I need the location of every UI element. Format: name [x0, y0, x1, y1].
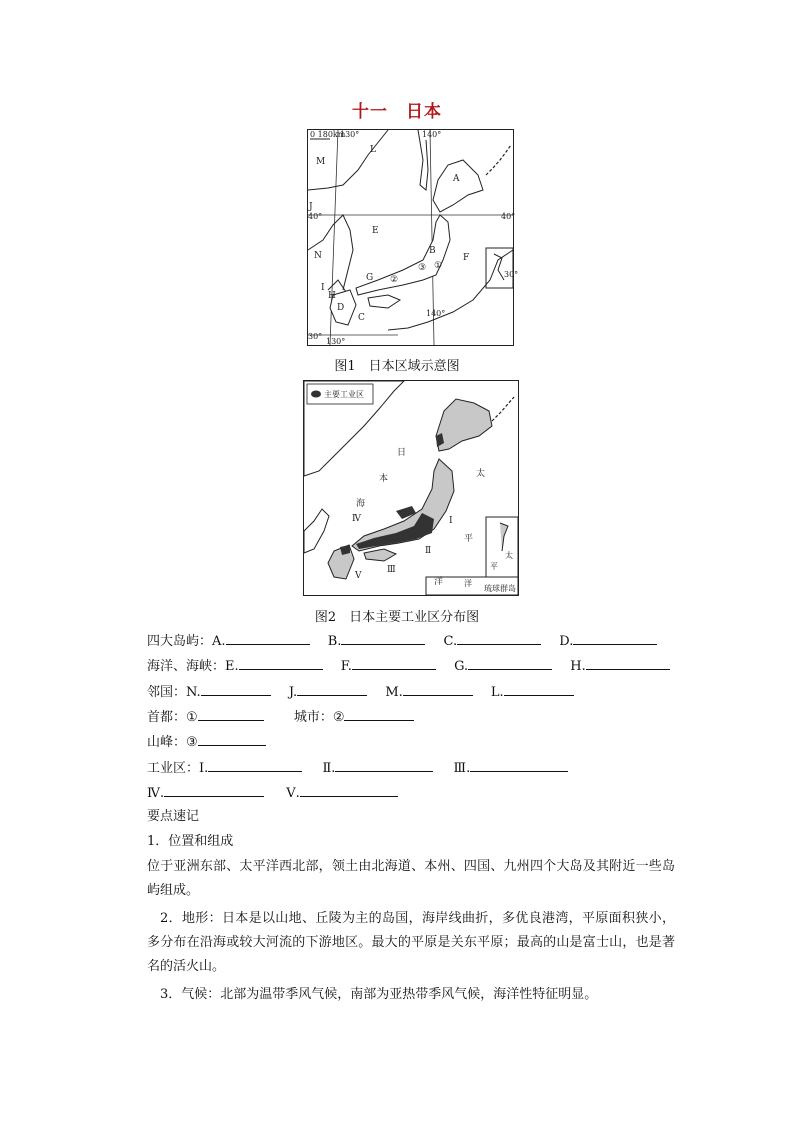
scale-bar-label: 0 180km	[310, 130, 346, 139]
answer-blank[interactable]	[226, 630, 310, 645]
answer-blank[interactable]	[344, 706, 414, 721]
figure-2-caption: 图2 日本主要工业区分布图	[314, 610, 480, 625]
label-C: C	[358, 313, 365, 323]
label-circle-3: ③	[418, 263, 427, 273]
item-label: B.	[327, 634, 342, 649]
lat-label: 30°	[504, 270, 519, 279]
answer-blank[interactable]	[403, 681, 473, 696]
item-label: Ⅰ.	[199, 761, 209, 776]
label-M: M	[316, 157, 326, 167]
question-row-capital	[147, 706, 414, 726]
zone-label-4: Ⅳ	[352, 514, 361, 524]
question-row-neighbors	[147, 681, 574, 701]
item-label: Ⅱ.	[322, 761, 336, 776]
row-prefix: 工业区：	[147, 761, 200, 776]
japan-industry-map	[304, 381, 518, 595]
lon-label: 140°	[426, 309, 446, 318]
answer-blank[interactable]	[198, 706, 264, 721]
answer-blank[interactable]	[457, 630, 541, 645]
item-label: ①	[186, 710, 198, 725]
label-G: G	[366, 273, 374, 283]
label-J: J	[309, 202, 313, 212]
zone-label-1: Ⅰ	[449, 516, 453, 526]
answer-blank[interactable]	[201, 681, 271, 696]
inset-ocean-char: 太	[505, 551, 513, 560]
item-label: Ⅴ.	[286, 786, 300, 801]
answer-blank[interactable]	[297, 681, 367, 696]
label-circle-2: ②	[390, 275, 399, 285]
page-title: 十一 日本	[352, 102, 442, 122]
item-label: M.	[385, 685, 403, 700]
item-label: Ⅲ.	[453, 761, 471, 776]
row-prefix: 山峰：	[147, 735, 187, 750]
ocean-char: 太	[476, 469, 486, 479]
lat-label: 40°	[501, 212, 516, 221]
item-label: C.	[443, 634, 458, 649]
inset-ocean-char: 洋	[464, 579, 472, 588]
item-label: Ⅳ.	[147, 786, 165, 801]
inset-label: 琉球群岛	[484, 584, 516, 593]
answer-blank[interactable]	[470, 757, 568, 772]
zone-label-3: Ⅲ	[387, 565, 396, 575]
sea-char: 本	[379, 474, 389, 484]
lat-label: 30°	[308, 332, 323, 341]
item-label: J.	[288, 685, 298, 700]
item-label: N.	[186, 685, 201, 700]
lon-label: 130°	[340, 130, 360, 139]
label-H: H	[328, 291, 336, 301]
ocean-char: 平	[464, 534, 474, 544]
label-F: F	[463, 253, 470, 263]
answer-blank[interactable]	[239, 655, 323, 670]
figure-1-caption: 图1 日本区域示意图	[334, 359, 460, 374]
answer-blank[interactable]	[198, 731, 266, 746]
answer-blank[interactable]	[504, 681, 574, 696]
question-row-industry	[147, 757, 568, 777]
zone-label-5: Ⅴ	[355, 571, 362, 581]
item-label: L.	[490, 685, 504, 700]
label-E: E	[372, 226, 379, 236]
question-row-seas	[147, 655, 670, 675]
label-N: N	[314, 251, 322, 261]
sea-char: 海	[356, 499, 366, 509]
lon-label: 140°	[422, 130, 442, 139]
row-prefix: 邻国：	[147, 685, 187, 700]
row-prefix: 海洋、海峡：	[147, 659, 226, 674]
row-prefix: 四大岛屿：	[147, 634, 213, 649]
note-2-text: 2．地形：日本是以山地、丘陵为主的岛国，海岸线曲折，多优良港湾，平原面积狭小，多分布在沿海或较大河流的下游地区。最大的平原是关东平原；最高的山是富士山，也是著名的活火山。	[147, 911, 675, 974]
note-3-text: 3．气候：北部为温带季风气候，南部为亚热带季风气候，海洋性特征明显。	[160, 987, 598, 1002]
answer-blank[interactable]	[208, 757, 302, 772]
answer-blank[interactable]	[164, 782, 264, 797]
item-label: H.	[570, 659, 586, 674]
item-label: A.	[212, 634, 226, 649]
answer-blank[interactable]	[352, 655, 436, 670]
note-1-text: 位于亚洲东部、太平洋西北部，领土由北海道、本州、四国、九州四个大岛及其附近一些岛屿组成。	[147, 859, 675, 898]
item-label: ②	[332, 710, 345, 725]
note-1-title: 1．位置和组成	[147, 834, 234, 849]
lon-label: 130°	[326, 337, 346, 346]
item-label: D.	[559, 634, 574, 649]
question-row-industry-2	[147, 782, 398, 802]
question-row-peak	[147, 731, 266, 751]
ocean-char: 洋	[434, 577, 444, 587]
answer-blank[interactable]	[341, 630, 425, 645]
answer-blank[interactable]	[468, 655, 552, 670]
legend-swatch	[311, 391, 321, 398]
lat-label: 40°	[308, 212, 323, 221]
answer-blank[interactable]	[586, 655, 670, 670]
notes-heading: 要点速记	[147, 809, 200, 824]
question-row-islands	[147, 630, 657, 650]
answer-blank[interactable]	[335, 757, 433, 772]
label-B: B	[429, 246, 436, 256]
row-prefix: 城市：	[293, 710, 333, 725]
label-A: A	[453, 174, 460, 184]
figure-1-map	[307, 129, 519, 346]
sea-char: 日	[397, 448, 407, 458]
answer-blank[interactable]	[300, 782, 398, 797]
zone-label-2: Ⅱ	[425, 546, 432, 556]
label-L: L	[370, 145, 376, 155]
item-label: F.	[340, 659, 352, 674]
answer-blank[interactable]	[573, 630, 657, 645]
label-circle-1: ①	[434, 261, 443, 271]
item-label: G.	[454, 659, 469, 674]
item-label: ③	[186, 735, 198, 750]
japan-region-map	[308, 130, 519, 346]
label-D: D	[337, 303, 345, 313]
label-I: I	[321, 283, 325, 293]
inset-ocean-char: 平	[490, 562, 498, 571]
legend-label: 主要工业区	[324, 390, 364, 399]
row-prefix: 首都：	[147, 710, 187, 725]
item-label: E.	[225, 659, 239, 674]
figure-2-map	[303, 380, 519, 596]
